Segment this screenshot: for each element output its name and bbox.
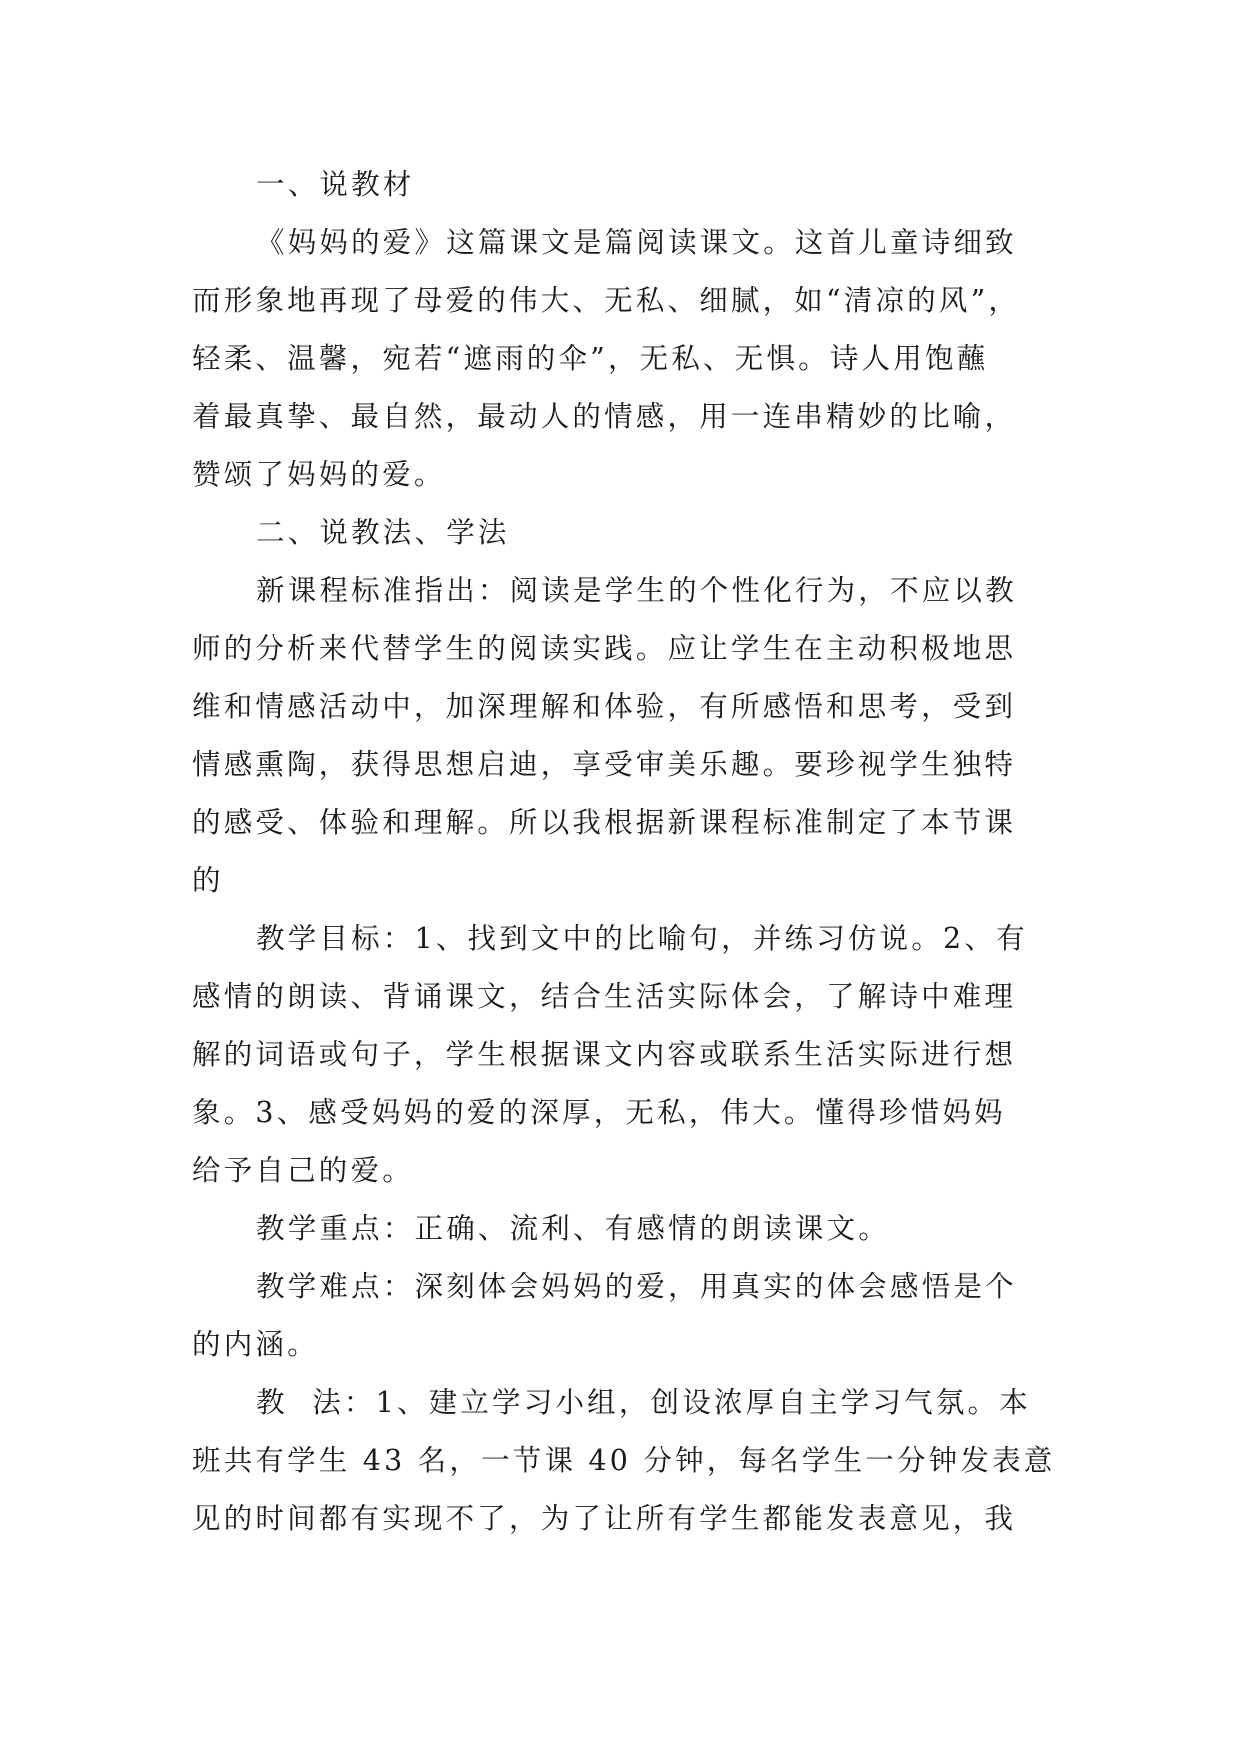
- text-line: 二、说教法、学法: [256, 516, 510, 549]
- document-body: [192, 156, 1054, 1548]
- text-line: 的感受、体验和理解。所以我根据新课程标准制定了本节课: [192, 806, 1017, 839]
- text-line: 而形象地再现了母爱的伟大、无私、细腻，如“清凉的风”，: [192, 284, 1021, 317]
- text-line: 新课程标准指出：阅读是学生的个性化行为，不应以教: [256, 574, 1017, 607]
- text-line: 着最真挚、最自然，最动人的情感，用一连串精妙的比喻，: [192, 400, 1017, 433]
- text-line: 的: [192, 864, 224, 897]
- text-line: 班共有学生 43 名，一节课 40 分钟，每名学生一分钟发表意: [192, 1444, 1056, 1477]
- text-line: 师的分析来代替学生的阅读实践。应让学生在主动积极地思: [192, 632, 1017, 665]
- text-line: 一、说教材: [256, 168, 415, 201]
- text-line: 见的时间都有实现不了，为了让所有学生都能发表意见，我: [192, 1502, 1017, 1535]
- text-line: 情感熏陶，获得思想启迪，享受审美乐趣。要珍视学生独特: [192, 748, 1017, 781]
- text-line: 给予自己的爱。: [192, 1154, 414, 1187]
- text-line: 轻柔、温馨，宛若“遮雨的伞”，无私、无惧。诗人用饱蘸: [192, 342, 989, 375]
- text-line: 赞颂了妈妈的爱。: [192, 458, 446, 491]
- text-line: 解的词语或句子，学生根据课文内容或联系生活实际进行想: [192, 1038, 1017, 1071]
- text-line: 的内涵。: [192, 1328, 319, 1361]
- text-line: 教学目标：1、找到文中的比喻句，并练习仿说。2、有: [256, 922, 1028, 955]
- text-line: 教 法：1、建立学习小组，创设浓厚自主学习气氛。本: [256, 1386, 1031, 1419]
- text-line: 象。3、感受妈妈的爱的深厚，无私，伟大。懂得珍惜妈妈: [192, 1096, 1006, 1129]
- text-line: 教学难点：深刻体会妈妈的爱，用真实的体会感悟是个: [256, 1270, 1017, 1303]
- text-line: 感情的朗读、背诵课文，结合生活实际体会，了解诗中难理: [192, 980, 1017, 1013]
- text-line: 《妈妈的爱》这篇课文是篇阅读课文。这首儿童诗细致: [256, 226, 1017, 259]
- text-line: 教学重点：正确、流利、有感情的朗读课文。: [256, 1212, 891, 1245]
- text-line: 维和情感活动中，加深理解和体验，有所感悟和思考，受到: [192, 690, 1017, 723]
